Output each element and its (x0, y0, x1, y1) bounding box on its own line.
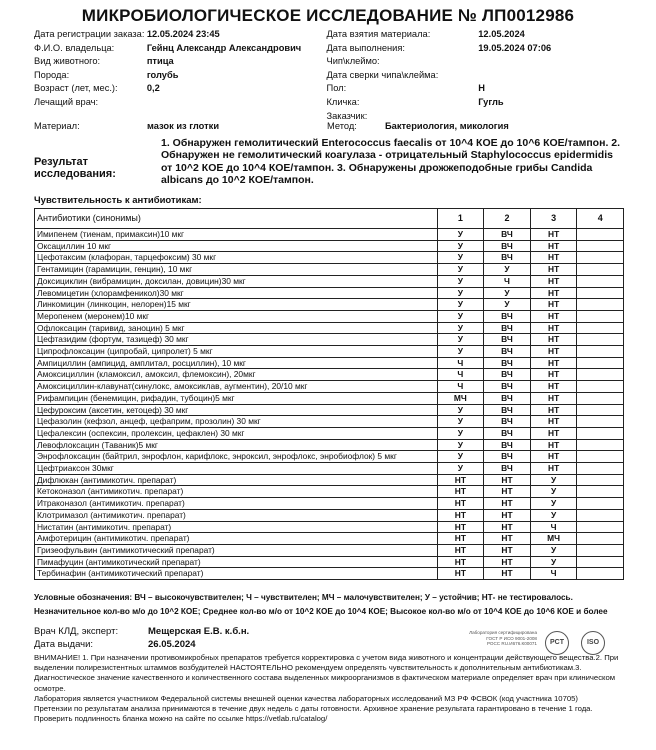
table-row (35, 451, 624, 463)
info-label-left: Возраст (лет, мес.): (34, 83, 118, 94)
sensitivity-cell-3: НТ (530, 369, 577, 381)
sensitivity-cell-3: НТ (530, 287, 577, 299)
sensitivity-cell-1: У (437, 346, 484, 358)
sensitivity-cell-3: НТ (530, 451, 577, 463)
table-row (35, 287, 624, 299)
sensitivity-cell-4 (577, 474, 624, 486)
issue-date-label: Дата выдачи: (34, 639, 94, 650)
sensitivity-cell-1: НТ (437, 568, 484, 580)
material-label: Материал: (34, 121, 80, 131)
sensitivity-cell-1: НТ (437, 474, 484, 486)
info-label-left: Вид животного: (34, 56, 101, 67)
sensitivity-cell-4 (577, 357, 624, 369)
table-header-row (35, 209, 624, 229)
material-row (34, 121, 624, 131)
table-row (35, 346, 624, 358)
sensitivity-cell-2: Ч (484, 275, 531, 287)
sensitivity-title: Чувствительность к антибиотикам: (34, 195, 202, 206)
sensitivity-cell-2: ВЧ (484, 229, 531, 241)
table-row (35, 404, 624, 416)
sensitivity-cell-1: У (437, 299, 484, 311)
sensitivity-cell-2: ВЧ (484, 334, 531, 346)
material-value: мазок из глотки (147, 121, 220, 131)
sensitivity-cell-3: НТ (530, 404, 577, 416)
info-label-left: Дата регистрации заказа: (34, 29, 145, 39)
antibiotic-name: Клотримазол (антимикотич. препарат) (35, 509, 438, 521)
sensitivity-cell-4 (577, 544, 624, 556)
sensitivity-cell-3: НТ (530, 252, 577, 264)
sensitivity-cell-4 (577, 322, 624, 334)
sensitivity-cell-1: У (437, 264, 484, 276)
method-value: Бактериология, микология (385, 121, 509, 131)
patient-info (34, 28, 624, 123)
antibiotic-name: Энрофлоксацин (байтрил, энрофлон, карифлокс, энроксил, энрофлокс, энробиофлок) 5 мкг (35, 451, 438, 463)
sensitivity-cell-4 (577, 334, 624, 346)
info-row (34, 69, 624, 83)
table-row (35, 229, 624, 241)
sensitivity-cell-1: У (437, 275, 484, 287)
table-row (35, 533, 624, 545)
sensitivity-cell-3: У (530, 486, 577, 498)
sensitivity-cell-3: НТ (530, 310, 577, 322)
footer-warning: ВНИМАНИЕ! 1. При назначении противомикробных препаратов требуется корректировка с учетом вида животного и концентрации действующего вещества.2. При выделении полирезистентных штаммов возбудителей НАСТОЯТЕЛЬНО рекомендуем определять чувствительность к дополнительным антибиотикам.3. Диагностическое значение качественного и количественного состава выделенных микроорганизмов в фактическом материале определяет врач при клиническом осмотре. (34, 653, 619, 693)
antibiotic-name: Итраконазол (антимикотич. препарат) (35, 498, 438, 510)
sensitivity-cell-2: ВЧ (484, 381, 531, 393)
sensitivity-cell-1: НТ (437, 556, 484, 568)
table-row (35, 392, 624, 404)
info-label-left: Лечащий врач: (34, 96, 99, 107)
sensitivity-cell-2: НТ (484, 509, 531, 521)
sensitivity-cell-1: Ч (437, 369, 484, 381)
antibiotic-name: Цефуроксим (аксетин, кетоцеф) 30 мкг (35, 404, 438, 416)
info-label-right: Дата выполнения: (326, 42, 405, 53)
table-row (35, 357, 624, 369)
antibiotic-name: Цефтриаксон 30мкг (35, 463, 438, 475)
sensitivity-cell-3: НТ (530, 381, 577, 393)
table-row (35, 369, 624, 381)
antibiotic-name: Цефалексин (оспексин, пролексин, цефаклен) 30 мкг (35, 427, 438, 439)
doctor-value: Мещерская Е.В. к.б.н. (148, 626, 250, 637)
info-label-right: Дата взятия материала: (326, 29, 431, 39)
header-col-1: 1 (437, 209, 484, 229)
antibiotic-name: Гризеофульвин (антимикотический препарат) (35, 544, 438, 556)
info-label-right: Дата сверки чипа\клейма: (326, 69, 439, 80)
sensitivity-cell-1: У (437, 287, 484, 299)
table-row (35, 416, 624, 428)
antibiotic-name: Амоксициллин (кламоксил, амоксил, флемоксин), 20мкг (35, 369, 438, 381)
info-value-right: Гугль (478, 96, 504, 107)
sensitivity-cell-4 (577, 299, 624, 311)
sensitivity-cell-1: НТ (437, 498, 484, 510)
sensitivity-cell-1: НТ (437, 509, 484, 521)
antibiotic-name: Ципрофлоксацин (ципробай, ципролет) 5 мкг (35, 346, 438, 358)
antibiotic-name: Левомицетин (хлорамфеникол)30 мкг (35, 287, 438, 299)
sensitivity-cell-1: МЧ (437, 392, 484, 404)
sensitivity-cell-1: У (437, 334, 484, 346)
result-label: Результат исследования: (34, 156, 116, 180)
issue-date-value: 26.05.2024 (148, 639, 196, 650)
sensitivity-cell-4 (577, 427, 624, 439)
sensitivity-cell-2: У (484, 299, 531, 311)
iso-mark-icon: ISO (581, 631, 605, 655)
sensitivity-cell-2: НТ (484, 486, 531, 498)
antibiotic-name: Цефотаксим (клафоран, тарцефоксим) 30 мкг (35, 252, 438, 264)
antibiotic-name: Левофлоксацин (Таваник)5 мкг (35, 439, 438, 451)
antibiotic-name: Тербинафин (антимикотический препарат) (35, 568, 438, 580)
table-row (35, 486, 624, 498)
sensitivity-cell-2: НТ (484, 533, 531, 545)
table-row (35, 299, 624, 311)
sensitivity-cell-3: НТ (530, 229, 577, 241)
sensitivity-cell-4 (577, 463, 624, 475)
sensitivity-cell-2: НТ (484, 556, 531, 568)
footer-fsvok: Лаборатория является участником Федеральной системы внешней оценки качества лабораторных исследований МЗ РФ ФСВОК (код участника 10705) (34, 693, 578, 703)
info-row (34, 55, 624, 69)
sensitivity-cell-2: ВЧ (484, 404, 531, 416)
antibiotic-name: Линкомицин (линкоцин, нелорен)15 мкг (35, 299, 438, 311)
antibiotic-name: Оксациллин 10 мкг (35, 240, 438, 252)
legend (34, 591, 634, 619)
sensitivity-cell-3: У (530, 474, 577, 486)
sensitivity-cell-3: НТ (530, 240, 577, 252)
info-value-left: птица (146, 56, 174, 67)
sensitivity-cell-3: МЧ (530, 533, 577, 545)
sensitivity-cell-1: У (437, 229, 484, 241)
sensitivity-cell-1: Ч (437, 381, 484, 393)
sensitivity-cell-1: У (437, 427, 484, 439)
sensitivity-cell-4 (577, 486, 624, 498)
table-row (35, 521, 624, 533)
sensitivity-cell-1: У (437, 404, 484, 416)
sensitivity-cell-4 (577, 509, 624, 521)
antibiotic-name: Имипенем (тиенам, примаксин)10 мкг (35, 229, 438, 241)
table-row (35, 240, 624, 252)
info-row (34, 28, 624, 42)
sensitivity-cell-4 (577, 264, 624, 276)
sensitivity-cell-2: ВЧ (484, 439, 531, 451)
antibiotic-name: Пимафуцин (антимикотический препарат) (35, 556, 438, 568)
sensitivity-cell-4 (577, 287, 624, 299)
sensitivity-cell-1: НТ (437, 486, 484, 498)
sensitivity-cell-1: НТ (437, 521, 484, 533)
info-value-right (478, 69, 624, 83)
doctor-label: Врач КЛД, эксперт: (34, 626, 119, 637)
antibiotic-name: Ампициллин (ампицид, амплитал, росциллин), 10 мкг (35, 357, 438, 369)
sensitivity-cell-4 (577, 439, 624, 451)
sensitivity-cell-4 (577, 381, 624, 393)
sensitivity-cell-2: НТ (484, 568, 531, 580)
sensitivity-cell-4 (577, 533, 624, 545)
legend-line-1: Условные обозначения: ВЧ – высокочувствителен; Ч – чувствителен; МЧ – малочувствителен; У – устойчив; НТ- не тестировалось. (34, 593, 573, 602)
sensitivity-cell-4 (577, 229, 624, 241)
sensitivity-cell-3: Ч (530, 568, 577, 580)
antibiotic-name: Дифлюкан (антимикотич. препарат) (35, 474, 438, 486)
antibiotic-name: Кетоконазол (антимикотич. препарат) (35, 486, 438, 498)
sensitivity-cell-2: НТ (484, 521, 531, 533)
sensitivity-cell-2: ВЧ (484, 392, 531, 404)
table-row (35, 474, 624, 486)
table-row (35, 427, 624, 439)
sensitivity-cell-4 (577, 240, 624, 252)
sensitivity-cell-3: НТ (530, 392, 577, 404)
sensitivity-cell-1: НТ (437, 533, 484, 545)
info-value-left: голубь (146, 69, 179, 80)
sensitivity-cell-2: ВЧ (484, 240, 531, 252)
sensitivity-cell-2: ВЧ (484, 357, 531, 369)
sensitivity-cell-3: НТ (530, 275, 577, 287)
sensitivity-cell-3: Ч (530, 521, 577, 533)
stamp-text: Лаборатория сертифицирована ГОСТ Р ИСО 9001-2008 РОСС RU.И676.К00071 (469, 630, 537, 647)
sensitivity-cell-3: НТ (530, 334, 577, 346)
sensitivity-cell-2: У (484, 264, 531, 276)
sensitivity-cell-3: У (530, 544, 577, 556)
table-row (35, 322, 624, 334)
sensitivity-cell-2: ВЧ (484, 310, 531, 322)
result-block (34, 137, 624, 187)
table-row (35, 509, 624, 521)
sensitivity-cell-3: НТ (530, 416, 577, 428)
footer-verify: Проверить подлинность бланка можно на сайте по ссылке https://vetlab.ru/catalog/ (34, 714, 328, 724)
sensitivity-cell-2: ВЧ (484, 369, 531, 381)
info-label-right: Пол: (326, 83, 347, 94)
info-label-left: Порода: (34, 69, 70, 80)
sensitivity-cell-1: У (437, 451, 484, 463)
sensitivity-cell-2: ВЧ (484, 322, 531, 334)
sensitivity-cell-2: ВЧ (484, 252, 531, 264)
info-value-left: 0,2 (146, 83, 160, 94)
antibiotics-table (34, 208, 624, 580)
info-label-right: Чип\клеймо: (326, 56, 380, 67)
antibiotic-name: Офлоксацин (таривид, заноцин) 5 мкг (35, 322, 438, 334)
sensitivity-cell-1: У (437, 322, 484, 334)
sensitivity-cell-4 (577, 568, 624, 580)
table-row (35, 264, 624, 276)
sensitivity-cell-4 (577, 521, 624, 533)
table-row (35, 568, 624, 580)
info-value-right (478, 55, 624, 69)
sensitivity-cell-4 (577, 392, 624, 404)
sensitivity-cell-1: У (437, 416, 484, 428)
sensitivity-cell-4 (577, 369, 624, 381)
sensitivity-cell-4 (577, 346, 624, 358)
info-value-right: Н (478, 83, 485, 94)
sensitivity-cell-3: НТ (530, 322, 577, 334)
sensitivity-cell-3: НТ (530, 264, 577, 276)
info-label-right: Кличка: (326, 96, 360, 107)
legend-line-2: Незначительное кол-во м/о до 10^2 КОЕ; Среднее кол-во м/о от 10^2 КОЕ до 10^4 КОЕ; Высокое кол-во м/о от 10^4 КОЕ до 10^6 КОЕ и более (34, 607, 608, 616)
table-row (35, 498, 624, 510)
method-label: Метод: (327, 121, 357, 131)
info-row (34, 96, 624, 110)
sensitivity-cell-3: У (530, 498, 577, 510)
info-row (34, 82, 624, 96)
header-col-3: 3 (530, 209, 577, 229)
table-row (35, 439, 624, 451)
antibiotic-name: Цефазолин (кефзол, анцеф, цефаприм, прозолин) 30 мкг (35, 416, 438, 428)
sensitivity-cell-1: НТ (437, 544, 484, 556)
info-value-left: 12.05.2024 23:45 (146, 29, 220, 39)
info-value-left (147, 96, 327, 110)
sensitivity-cell-3: НТ (530, 299, 577, 311)
sensitivity-cell-1: У (437, 240, 484, 252)
sensitivity-cell-3: НТ (530, 427, 577, 439)
sensitivity-cell-2: ВЧ (484, 427, 531, 439)
sensitivity-cell-3: У (530, 556, 577, 568)
header-col-4: 4 (577, 209, 624, 229)
header-antibiotics: Антибиотики (синонимы) (35, 209, 438, 229)
antibiotic-name: Нистатин (антимикотич. препарат) (35, 521, 438, 533)
info-row (34, 42, 624, 56)
table-row (35, 252, 624, 264)
sensitivity-cell-2: ВЧ (484, 451, 531, 463)
sensitivity-cell-4 (577, 404, 624, 416)
pct-mark-icon: PCT (545, 631, 569, 655)
sensitivity-cell-1: У (437, 310, 484, 322)
report-title: МИКРОБИОЛОГИЧЕСКОЕ ИССЛЕДОВАНИЕ № ЛП0012986 (81, 6, 575, 25)
table-row (35, 381, 624, 393)
result-text: 1. Обнаружен гемолитический Enterococcus faecalis от 10^4 КОЕ до 10^6 КОЕ/тампон. 2. Обнаружен не гемолитический коагулаза - отрицательный Staphylococcus epidermidis от 10^2 КОЕ до 10^4 КОЕ/тампон. 3. Обнаружены дрожжеподобные грибы Candida albicans до 10^2 КОЕ/тампон. (161, 137, 621, 187)
sensitivity-cell-4 (577, 416, 624, 428)
antibiotic-name: Рифампицин (бенемицин, рифадин, тубоцин)5 мкг (35, 392, 438, 404)
signature-block (34, 625, 249, 651)
sensitivity-cell-2: НТ (484, 544, 531, 556)
antibiotic-name: Доксициклин (вибрамицин, доксилан, довицин)30 мкг (35, 275, 438, 287)
antibiotic-name: Амфотерицин (антимикотич. препарат) (35, 533, 438, 545)
sensitivity-cell-4 (577, 451, 624, 463)
sensitivity-cell-1: У (437, 439, 484, 451)
sensitivity-cell-4 (577, 556, 624, 568)
sensitivity-cell-4 (577, 310, 624, 322)
table-row (35, 544, 624, 556)
info-value-right: 12.05.2024 (478, 29, 525, 39)
table-row (35, 556, 624, 568)
info-value-right: 19.05.2024 07:06 (478, 42, 552, 53)
table-row (35, 334, 624, 346)
sensitivity-cell-2: ВЧ (484, 416, 531, 428)
antibiotic-name: Гентамицин (гарамицин, генцин), 10 мкг (35, 264, 438, 276)
sensitivity-cell-1: Ч (437, 357, 484, 369)
antibiotic-name: Амоксициллин-клавунат(синулокс, амоксиклав, аугментин), 20/10 мкг (35, 381, 438, 393)
sensitivity-cell-1: У (437, 252, 484, 264)
sensitivity-cell-2: НТ (484, 498, 531, 510)
sensitivity-cell-2: НТ (484, 474, 531, 486)
sensitivity-cell-2: ВЧ (484, 463, 531, 475)
info-value-left: Гейнц Александр Александрович (146, 42, 302, 53)
sensitivity-cell-3: НТ (530, 439, 577, 451)
sensitivity-cell-4 (577, 252, 624, 264)
table-row (35, 463, 624, 475)
sensitivity-cell-4 (577, 275, 624, 287)
footer-claims: Претензии по результатам анализа принимаются в течение двух недель с даты готовности. Архивное хранение результата гарантировано в течение 1 года. (34, 704, 593, 714)
sensitivity-cell-4 (577, 498, 624, 510)
sensitivity-cell-2: ВЧ (484, 346, 531, 358)
table-row (35, 275, 624, 287)
sensitivity-cell-3: НТ (530, 463, 577, 475)
table-row (35, 310, 624, 322)
sensitivity-cell-1: У (437, 463, 484, 475)
sensitivity-cell-3: У (530, 509, 577, 521)
sensitivity-cell-2: У (484, 287, 531, 299)
header-col-2: 2 (484, 209, 531, 229)
info-label-left: Ф.И.О. владельца: (34, 42, 115, 53)
sensitivity-cell-3: НТ (530, 346, 577, 358)
info-label-right: Заказчик: (326, 110, 368, 121)
antibiotic-name: Меропенем (меронем)10 мкг (35, 310, 438, 322)
sensitivity-cell-3: НТ (530, 357, 577, 369)
footer-notes (34, 653, 644, 724)
antibiotic-name: Цефтазидим (фортум, тазицеф) 30 мкг (35, 334, 438, 346)
